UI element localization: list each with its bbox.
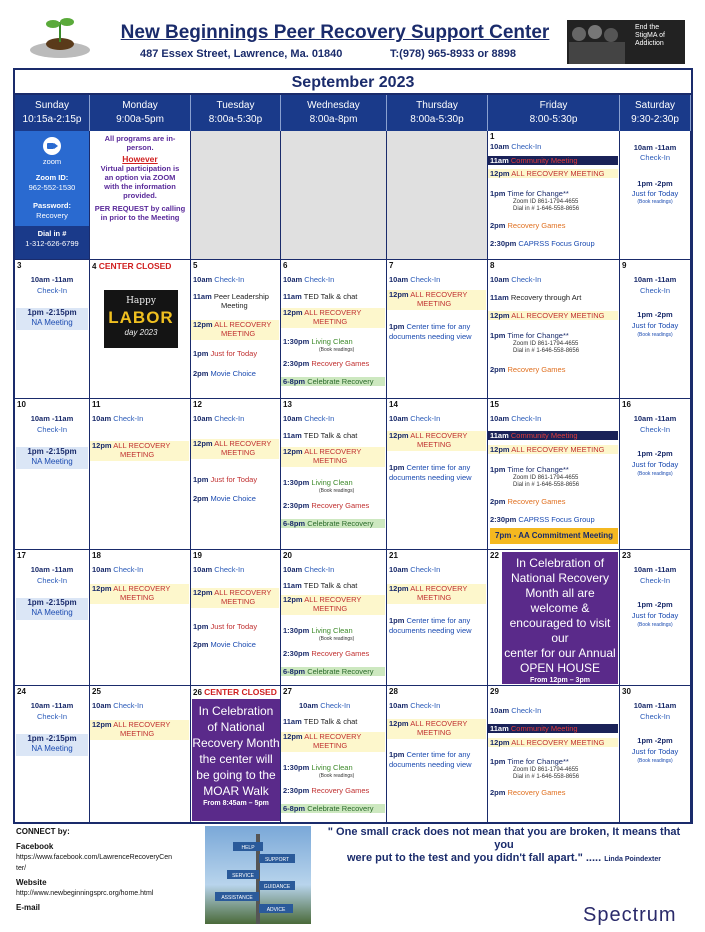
zoom-info-cell: zoom Zoom ID: 962-552-1530 Password: Recovery Dial in # 1-312-626-6799 [15, 131, 90, 260]
day-cell-1: 1 10am Check-In 11am Community Meeting 12pm ALL RECOVERY MEETING 1pm Time for Change** Zoom ID 861-1794-4655 Dial in # 1-646-558-8656 2pm Recovery Games 2:30pm CAPRSS Focus Group [488, 131, 620, 260]
empty-cell [191, 131, 281, 260]
day-cell-22: 22 In Celebration of National Recovery Month all are welcome & encouraged to visit our center for our Annual OPEN HOUSE From 12pm – 3pm [488, 550, 620, 686]
day-cell-18: 18 10am Check-In 12pm ALL RECOVERY MEETING [90, 550, 191, 686]
day-cell-3: 3 10am -11am Check-In 1pm -2:15pm NA Meeting [15, 260, 90, 399]
monday-note-cell: All programs are in- person. However Virtual participation is an option via ZOOM with the information provided. PER REQUEST by calling in prior to the Meeting [90, 131, 191, 260]
day-cell-4: 4 CENTER CLOSED Happy LABOR day 2023 [90, 260, 191, 399]
day-cell-7: 7 10am Check-In 12pm ALL RECOVERY MEETING 1pm Center time for any documents needing view [387, 260, 488, 399]
empty-cell [281, 131, 387, 260]
sign-support: SUPPORT [264, 857, 290, 863]
aa-meeting-badge: 7pm - AA Commitment Meeting [490, 528, 618, 544]
open-house-banner: In Celebration of National Recovery Month all are welcome & encouraged to visit our center for our Annual OPEN HOUSE From 12pm – 3pm [502, 552, 618, 684]
spectrum-logo: Spectrum [583, 904, 677, 926]
day-cell-12: 12 10am Check-In 12pm ALL RECOVERY MEETING 1pm Just for Today 2pm Movie Choice [191, 399, 281, 550]
day-header-sunday: Sunday 10:15a-2:15p [15, 95, 90, 131]
stigma-logo [567, 20, 685, 64]
day-cell-2: 10am -11am Check-In 1pm -2pm Just for Today (Book readings) [620, 131, 691, 260]
empty-cell [387, 131, 488, 260]
sign-advice: ADVICE [266, 907, 286, 913]
sign-service: SERVICE [232, 873, 254, 879]
day-cell-28: 28 10am Check-In 12pm ALL RECOVERY MEETING 1pm Center time for any documents needing view [387, 686, 488, 824]
facebook-link[interactable]: https://www.facebook.com/LawrenceRecoveryCen ter/ [16, 854, 173, 872]
signpost-image [205, 826, 311, 924]
day-cell-24: 24 10am -11am Check-In 1pm -2:15pm NA Meeting [15, 686, 90, 824]
calendar [13, 68, 693, 824]
day-header-wednesday: Wednesday 8:00a-8pm [281, 95, 387, 131]
hands-seedling-logo [25, 14, 95, 60]
day-header-friday: Friday 8:00-5:30p [488, 95, 620, 131]
day-cell-13: 13 10am Check-In 11am TED Talk & chat 12pm ALL RECOVERY MEETING 1:30pm Living Clean (Book readings) 2:30pm Recovery Games 6-8pm Celebrate Recovery [281, 399, 387, 550]
day-cell-30: 30 10am -11am Check-In 1pm -2pm Just for Today (Book readings) [620, 686, 691, 824]
day-cell-26: 26 CENTER CLOSED In Celebration of National Recovery Month the center will be going to the MOAR Walk From 8:45am – 5pm [191, 686, 281, 824]
day-cell-8: 8 10am Check-In 11am Recovery through Art 12pm ALL RECOVERY MEETING 1pm Time for Change** Zoom ID 861-1794-4655 Dial in # 1-646-558-8656 2pm Recovery Games [488, 260, 620, 399]
day-cell-27: 27 10am Check-In 11am TED Talk & chat 12pm ALL RECOVERY MEETING 1:30pm Living Clean (Book readings) 2:30pm Recovery Games 6-8pm Celebrate Recovery [281, 686, 387, 824]
header [0, 0, 705, 68]
moar-walk-banner: In Celebration of National Recovery Month the center will be going to the MOAR Walk From 8:45am – 5pm [192, 699, 280, 821]
footer [13, 824, 693, 932]
quote: " One small crack does not mean that you are broken, It means that you were put to the test and you didn't fall apart." ..... Linda Poindexter [327, 826, 681, 864]
day-cell-23: 23 10am -11am Check-In 1pm -2pm Just for Today (Book readings) [620, 550, 691, 686]
connect-info: CONNECT by: Facebook https://www.facebook.com/LawrenceRecoveryCen ter/ Website http://www.newbeginningsprc.org/home.html E-mail [16, 826, 191, 913]
center-title: New Beginnings Peer Recovery Support Center [120, 22, 550, 43]
day-cell-20: 20 10am Check-In 11am TED Talk & chat 12pm ALL RECOVERY MEETING 1:30pm Living Clean (Book readings) 2:30pm Recovery Games 6-8pm Celebrate Recovery [281, 550, 387, 686]
sign-assistance: ASSISTANCE [221, 895, 253, 901]
day-cell-19: 19 10am Check-In 12pm ALL RECOVERY MEETING 1pm Just for Today 2pm Movie Choice [191, 550, 281, 686]
day-cell-5: 5 10am Check-In 11am Peer Leadership Meeting 12pm ALL RECOVERY MEETING 1pm Just for Today 2pm Movie Choice [191, 260, 281, 399]
address: 487 Essex Street, Lawrence, Ma. 01840 [140, 48, 343, 60]
day-cell-21: 21 10am Check-In 12pm ALL RECOVERY MEETING 1pm Center time for any documents needing view [387, 550, 488, 686]
day-cell-15: 15 10am Check-In 11am Community Meeting 12pm ALL RECOVERY MEETING 1pm Time for Change** Zoom ID 861-1794-4655 Dial in # 1-646-558-8656 2pm Recovery Games 2:30pm CAPRSS Focus Group 7pm - AA Commitment Meeting [488, 399, 620, 550]
day-cell-10: 10 10am -11am Check-In 1pm -2:15pm NA Meeting [15, 399, 90, 550]
stigma-text: End the StigMA of Addiction [635, 24, 665, 47]
labor-day-image: Happy LABOR day 2023 [104, 290, 178, 348]
day-cell-9: 9 10am -11am Check-In 1pm -2pm Just for Today (Book readings) [620, 260, 691, 399]
day-cell-17: 17 10am -11am Check-In 1pm -2:15pm NA Meeting [15, 550, 90, 686]
day-header-thursday: Thursday 8:00a-5:30p [387, 95, 488, 131]
day-cell-16: 16 10am -11am Check-In 1pm -2pm Just for Today (Book readings) [620, 399, 691, 550]
day-header-tuesday: Tuesday 8:00a-5:30p [191, 95, 281, 131]
day-cell-14: 14 10am Check-In 12pm ALL RECOVERY MEETING 1pm Center time for any documents needing view [387, 399, 488, 550]
month-title: September 2023 [15, 70, 691, 95]
day-cell-25: 25 10am Check-In 12pm ALL RECOVERY MEETING [90, 686, 191, 824]
website-link[interactable]: http://www.newbeginningsprc.org/home.html [16, 890, 154, 897]
day-cell-29: 29 10am Check-In 11am Community Meeting 12pm ALL RECOVERY MEETING 1pm Time for Change** Zoom ID 861-1794-4655 Dial in # 1-646-558-8656 2pm Recovery Games [488, 686, 620, 824]
day-header-saturday: Saturday 9:30-2:30p [620, 95, 691, 131]
day-cell-6: 6 10am Check-In 11am TED Talk & chat 12pm ALL RECOVERY MEETING 1:30pm Living Clean (Book readings) 2:30pm Recovery Games 6-8pm Celebrate Recovery [281, 260, 387, 399]
day-header-monday: Monday 9:00a-5pm [90, 95, 191, 131]
phone: T:(978) 965-8933 or 8898 [390, 48, 516, 60]
day-cell-11: 11 10am Check-In 12pm ALL RECOVERY MEETING [90, 399, 191, 550]
sign-help: HELP [241, 845, 255, 851]
sign-guidance: GUIDANCE [263, 884, 291, 890]
zoom-icon [43, 137, 61, 155]
